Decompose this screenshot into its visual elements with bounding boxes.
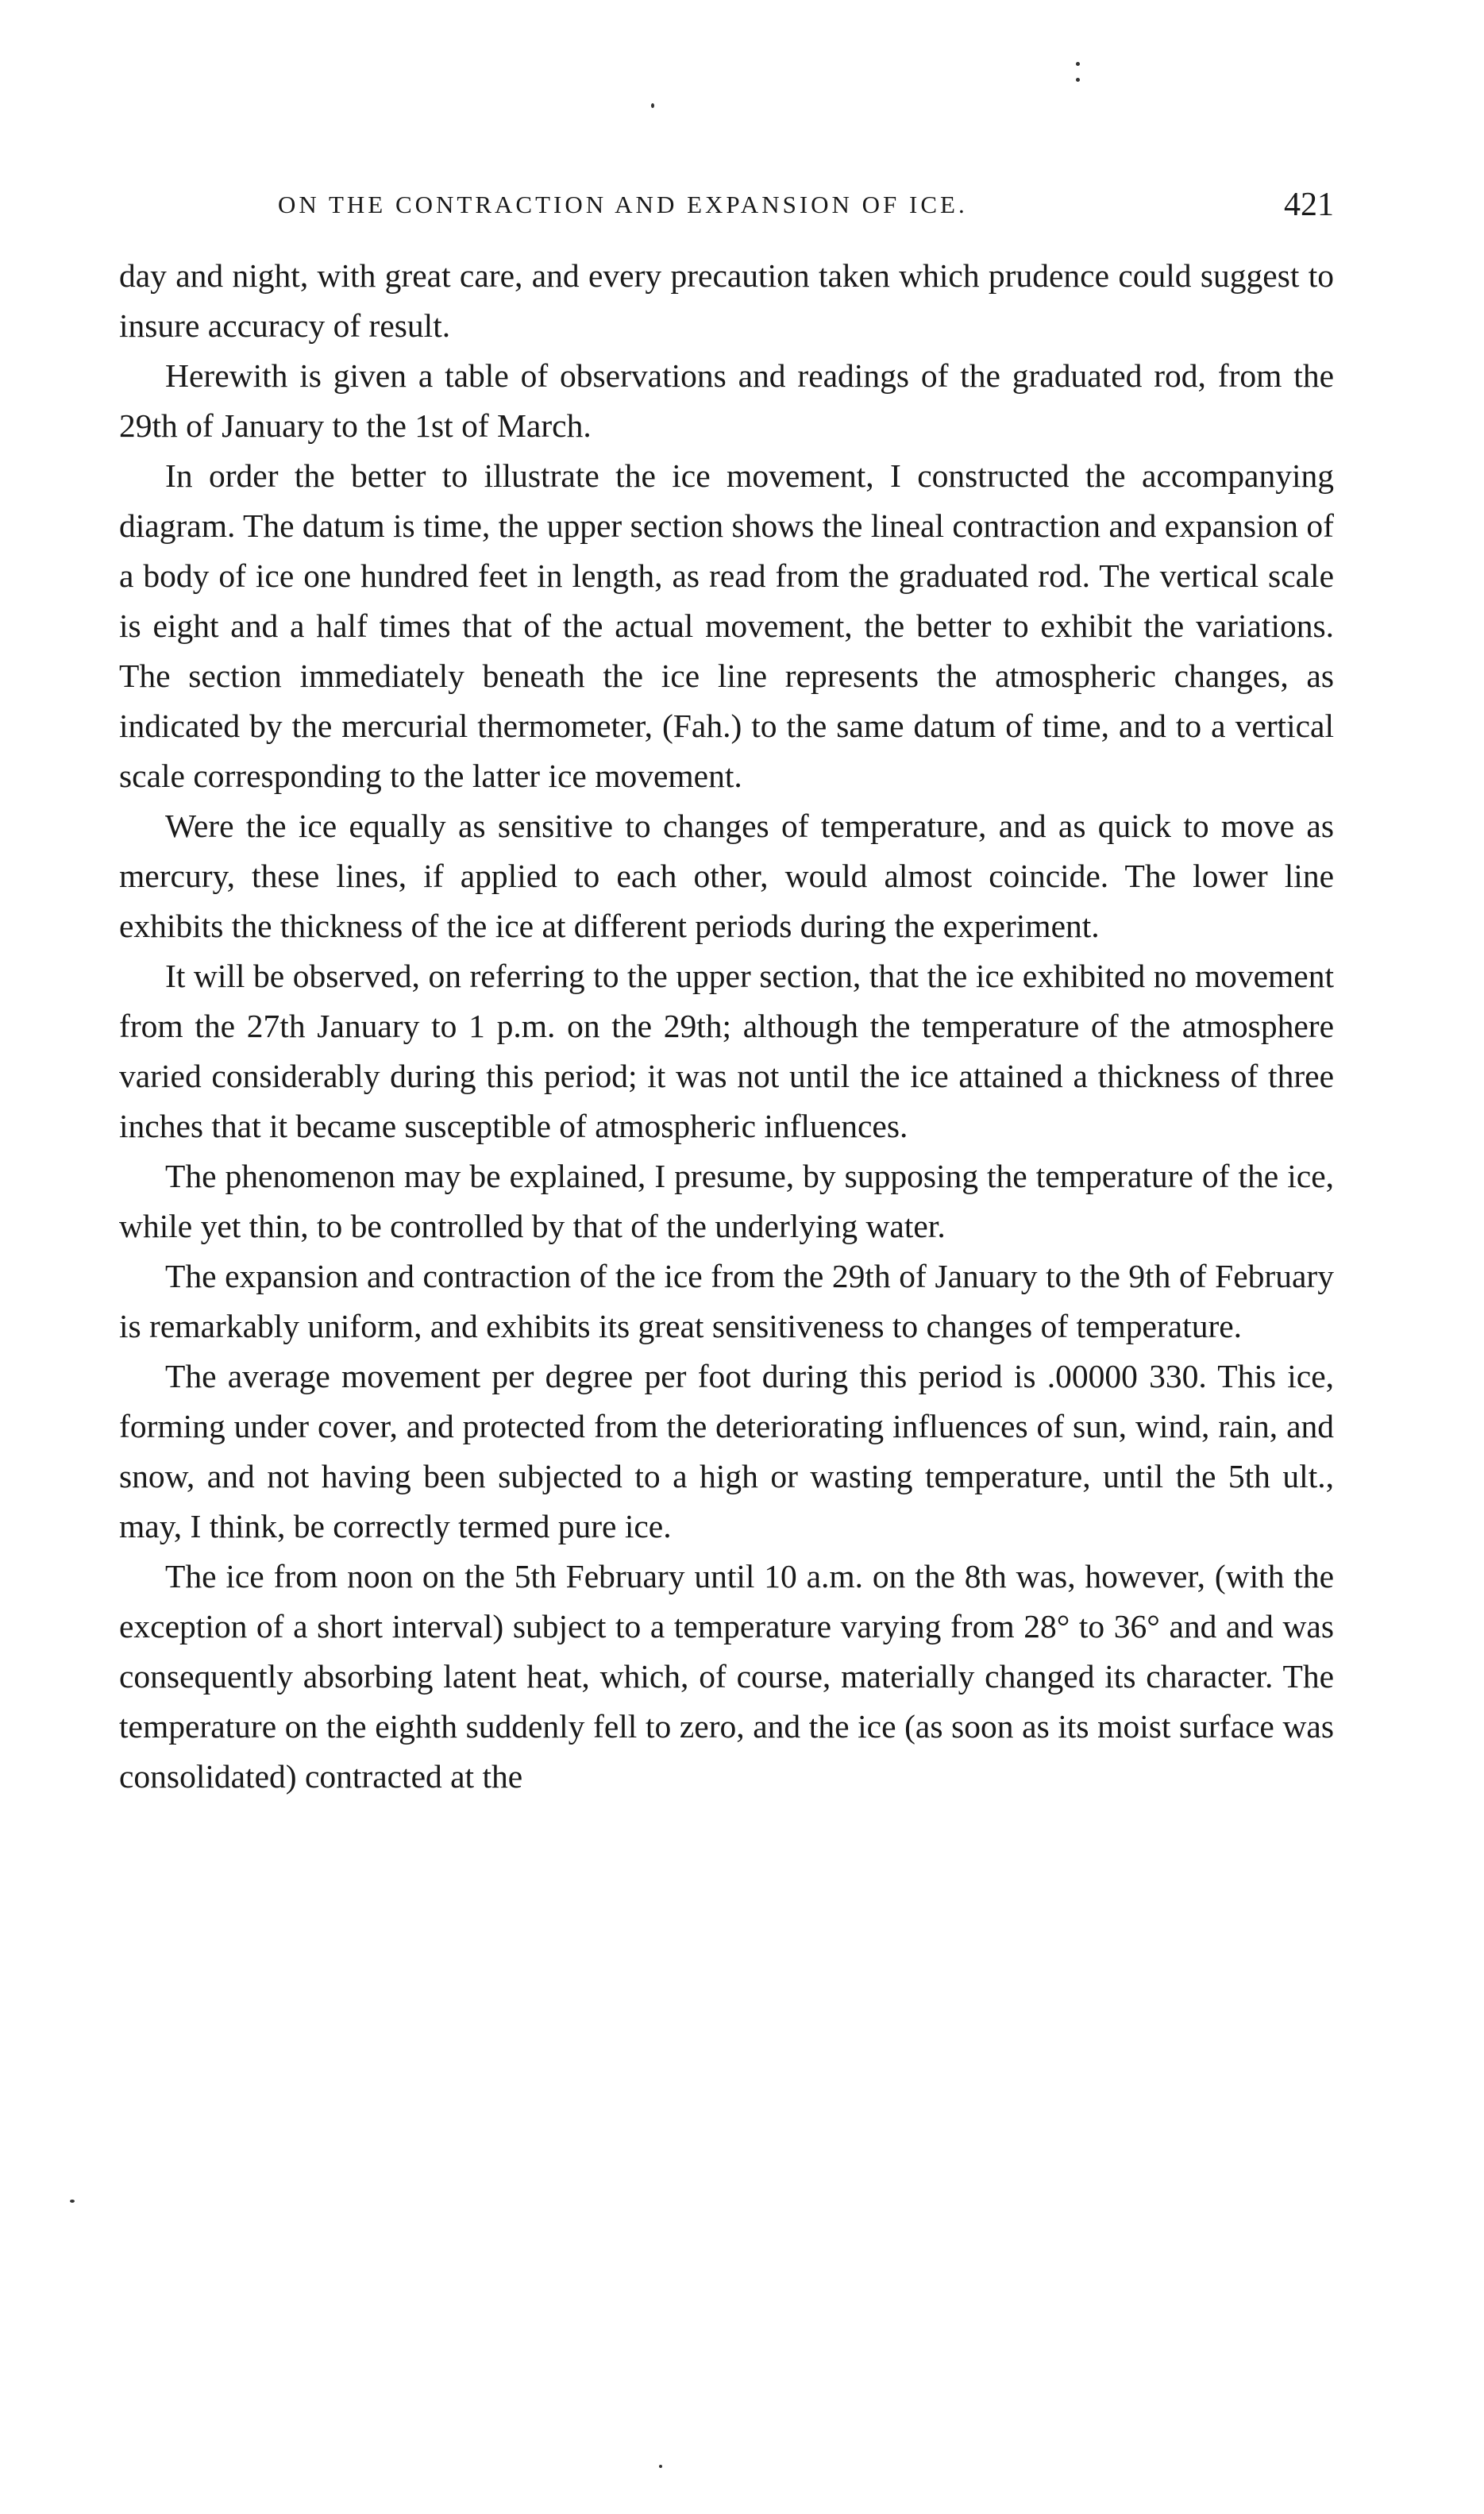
scan-speck [1076, 62, 1080, 66]
page-header [119, 181, 1334, 229]
scan-speck [1076, 78, 1080, 82]
paragraph: The expansion and contraction of the ice from the 29th of January to the 9th of February is remarkably uniform, and exhibits its great sensitiveness to changes of temperature. [119, 1258, 1334, 1344]
paragraph: The ice from noon on the 5th February until 10 a.m. on the 8th was, however, (with the exception of a short interval) subject to a temperature varying from 28° to 36° and and was consequently absorbing latent heat, which, of course, materially changed its character. The temperature on the eighth suddenly fell to zero, and the ice (as soon as its moist surface was consolidated) contracted at the [119, 1558, 1334, 1795]
running-head: ON THE CONTRACTION AND EXPANSION OF ICE. [278, 191, 968, 218]
paragraph: Herewith is given a table of observations and readings of the graduated rod, from the 29th of January to the 1st of March. [119, 357, 1334, 444]
paragraph: The average movement per degree per foot during this period is .00000 330. This ice, forming under cover, and protected from the deteriorating influences of sun, wind, rain, and snow, and not having been subjected to a high or wasting temperature, until the 5th ult., may, I think, be correctly termed pure ice. [119, 1358, 1334, 1544]
body-text [119, 251, 1334, 1802]
paragraph: It will be observed, on referring to the upper section, that the ice exhibited no movement from the 27th January to 1 p.m. on the 29th; although the temperature of the atmosphere varied considerably during this period; it was not until the ice attained a thickness of three inches that it became susceptible of atmospheric influences. [119, 958, 1334, 1144]
paragraph: The phenomenon may be explained, I presume, by supposing the temperature of the ice, while yet thin, to be controlled by that of the underlying water. [119, 1158, 1334, 1244]
paragraph: In order the better to illustrate the ice movement, I constructed the accompanying diagram. The datum is time, the upper section shows the lineal contraction and expansion of a body of ice one hundred feet in length, as read from the graduated rod. The vertical scale is eight and a half times that of the actual movement, the better to exhibit the variations. The section immediately beneath the ice line represents the atmospheric changes, as indicated by the mercurial thermometer, (Fah.) to the same datum of time, and to a vertical scale corresponding to the latter ice movement. [119, 457, 1334, 794]
paragraph: day and night, with great care, and every precaution taken which prudence could suggest to insure accuracy of result. [119, 257, 1334, 344]
scan-speck [659, 2465, 662, 2468]
paragraph: Were the ice equally as sensitive to changes of temperature, and as quick to move as mercury, these lines, if applied to each other, would almost coincide. The lower line exhibits the thickness of the ice at different periods during the experiment. [119, 808, 1334, 944]
scan-speck [70, 2200, 75, 2203]
page-number: 421 [1284, 187, 1334, 223]
scan-speck [651, 103, 654, 108]
